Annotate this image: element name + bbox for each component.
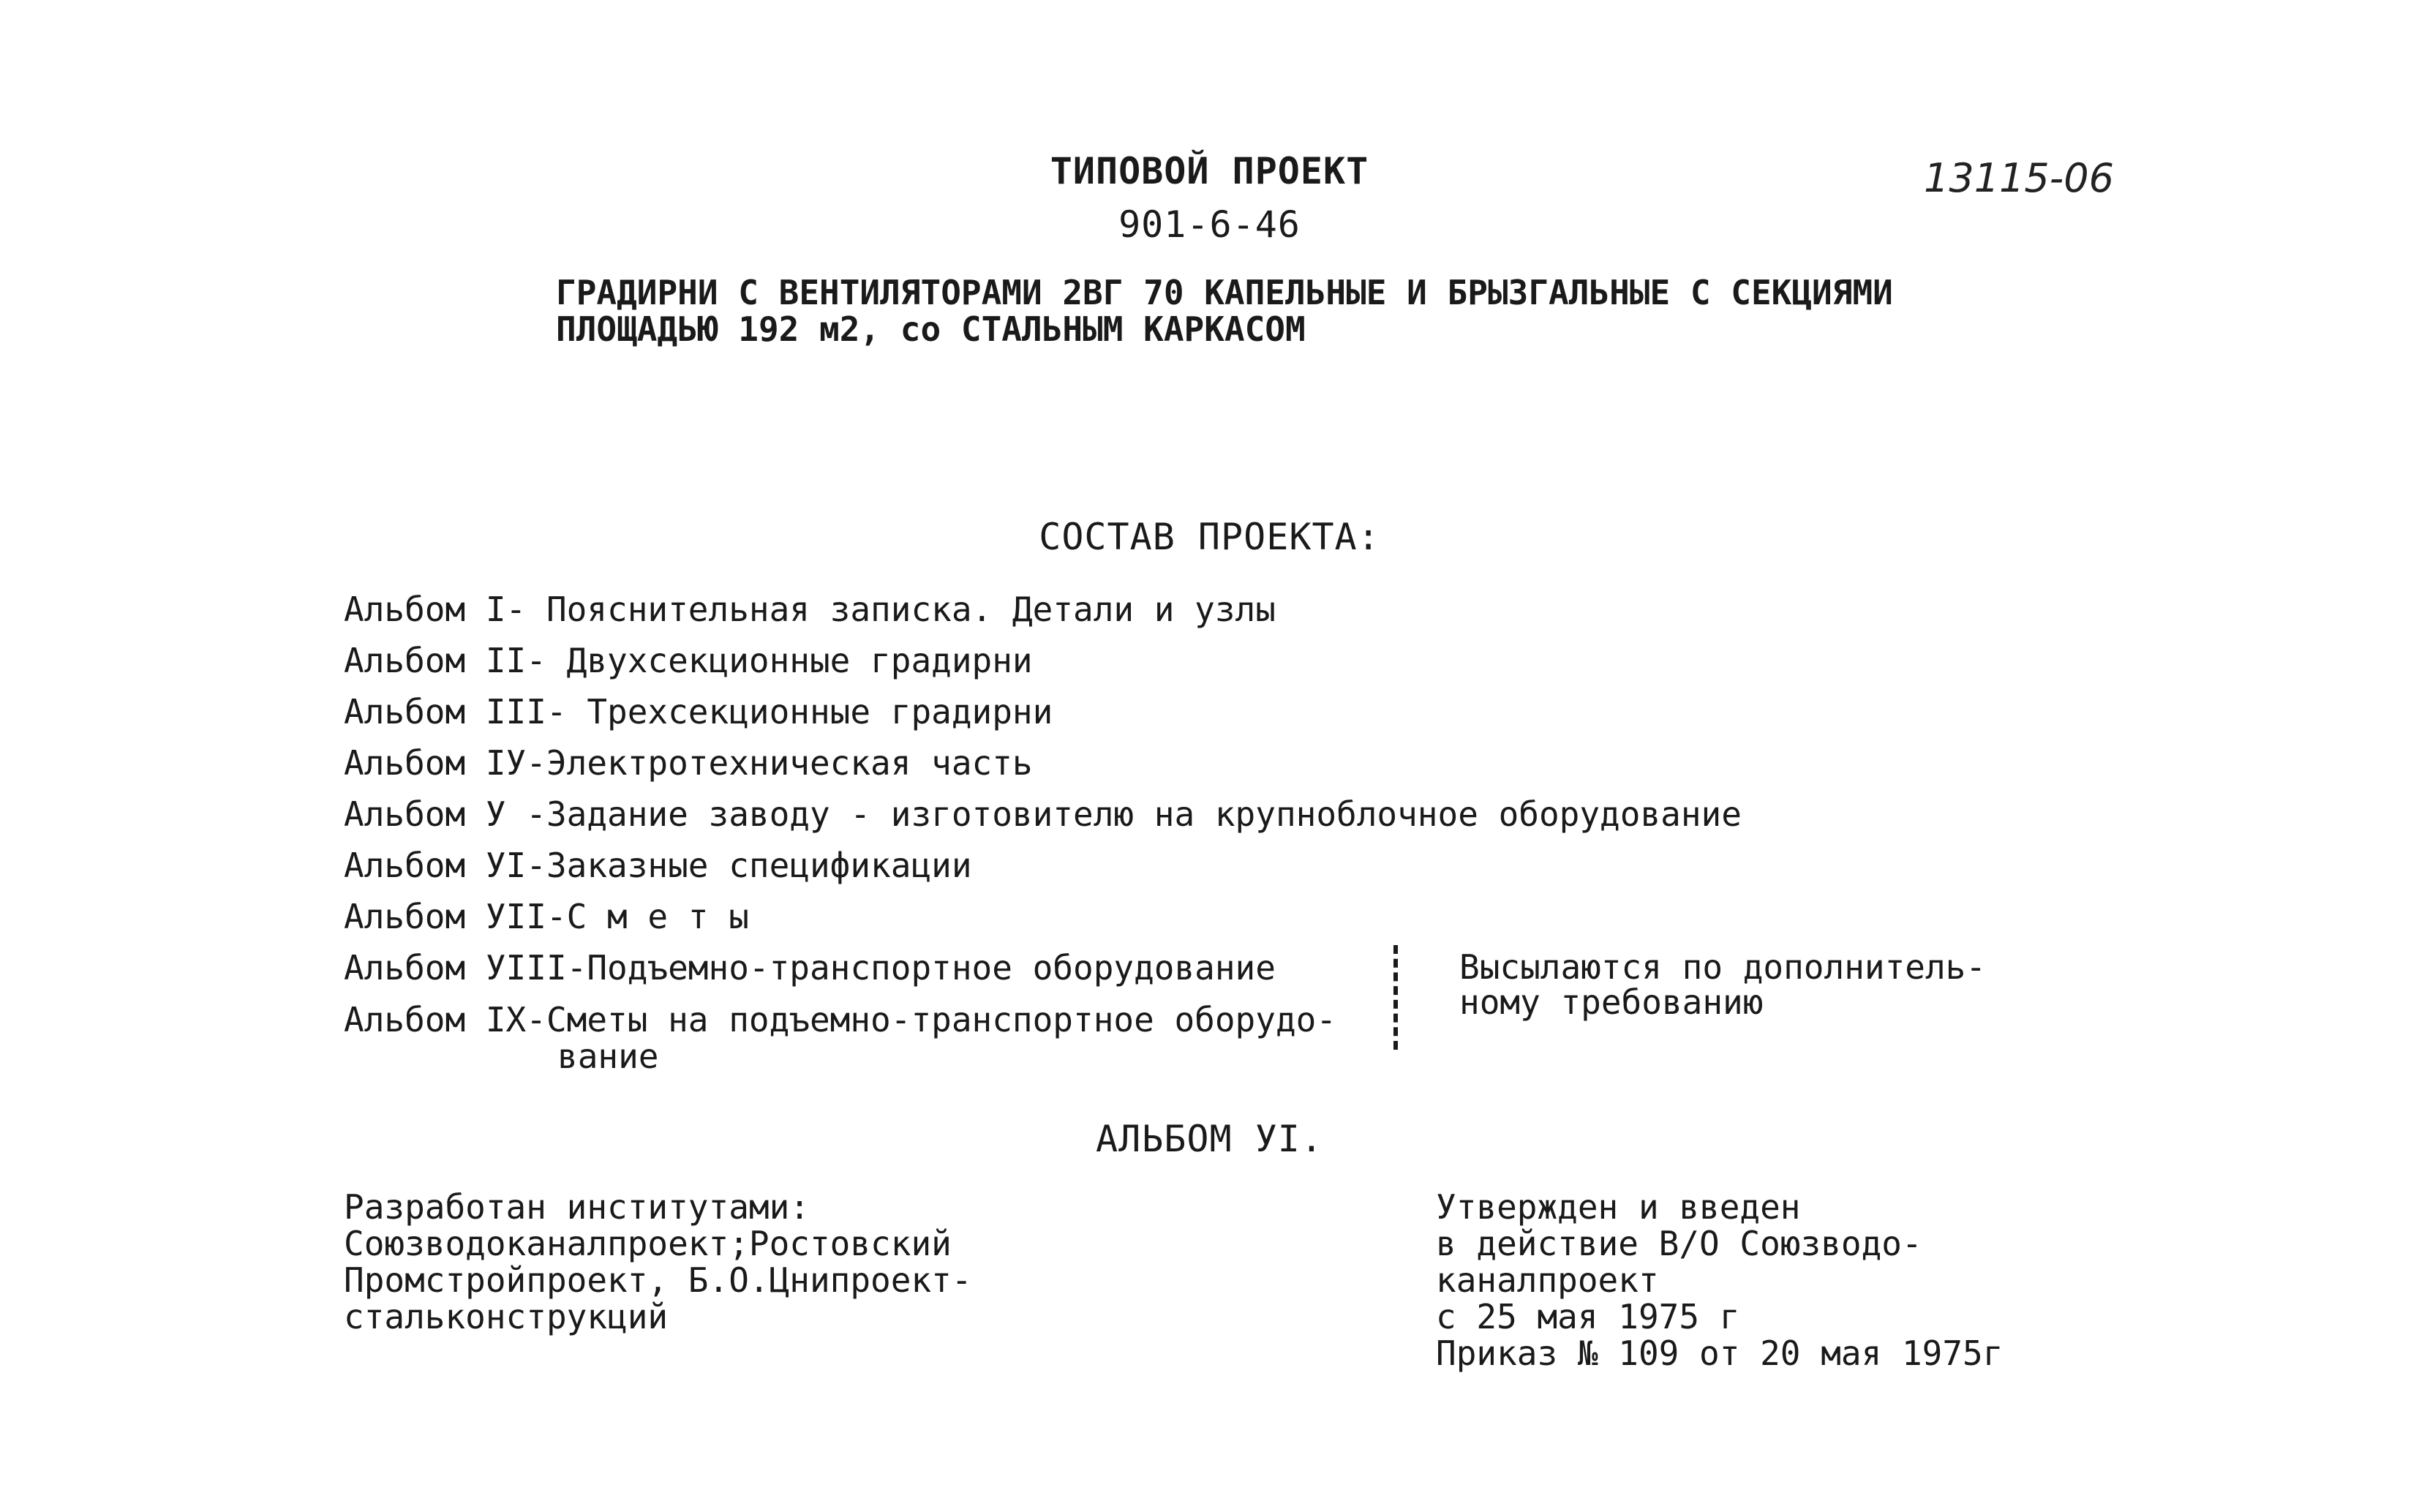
supplementary-note [1459, 949, 1986, 1020]
archive-number-handwritten: 13115-06 [1924, 155, 2114, 201]
album-entry-text: Альбом УIII-Подъемно-транспортное оборудование [344, 948, 1276, 988]
approval-line: в действие В/О Союзводо- [1436, 1224, 1922, 1263]
album-entry-text: Альбом УI-Заказные спецификации [344, 846, 972, 885]
album-list-item [344, 737, 1742, 789]
album-entry-text: Альбом III- Трехсекционные градирни [344, 692, 1053, 731]
developers-line: Промстройпроект, Б.О.Цнипроект- [344, 1260, 972, 1300]
developers-line: Союзводоканалпроект;Ростовский [344, 1224, 952, 1263]
grouping-bracket [1393, 945, 1404, 1050]
project-title [556, 274, 1893, 347]
album-entry-text: Альбом УII-С м е т ы [344, 897, 749, 936]
contents-heading: СОСТАВ ПРОЕКТА: [1039, 516, 1380, 558]
developers-line: стальконструкций [344, 1297, 669, 1336]
approval-line: с 25 мая 1975 г [1436, 1297, 1740, 1336]
supplementary-note-line: Высылаются по дополнитель- [1459, 947, 1987, 987]
album-entry-text: Альбом IХ-Сметы на подъемно-транспортное оборудо- [344, 1000, 1337, 1039]
developers-block [344, 1189, 972, 1335]
album-list-item [344, 840, 1742, 891]
album-list-item [344, 635, 1742, 686]
supplementary-note-line: ному требованию [1459, 982, 1764, 1022]
album-entry-text: Альбом У -Задание заводу - изготовителю на крупноблочное оборудование [344, 794, 1742, 834]
album-list-item [344, 686, 1742, 737]
approval-block [1436, 1189, 2003, 1372]
project-number: 901-6-46 [1118, 203, 1301, 246]
developers-line: Разработан институтами: [344, 1187, 810, 1227]
approval-line: Приказ № 109 от 20 мая 1975г [1436, 1334, 2004, 1373]
project-type-heading: ТИПОВОЙ ПРОЕКТ [1050, 150, 1369, 192]
project-title-line: ПЛОЩАДЬЮ 192 м2, со СТАЛЬНЫМ КАРКАСОМ [556, 309, 1306, 349]
album-list-item [344, 584, 1742, 635]
current-album-heading: АЛЬБОМ УI. [1095, 1118, 1324, 1160]
approval-line: Утвержден и введен [1436, 1187, 1801, 1227]
album-list-item [344, 891, 1742, 942]
project-title-line: ГРАДИРНИ С ВЕНТИЛЯТОРАМИ 2ВГ 70 КАПЕЛЬНЫЕ И БРЫЗГАЛЬНЫЕ С СЕКЦИЯМИ [556, 273, 1893, 312]
album-entry-text: Альбом II- Двухсекционные градирни [344, 641, 1033, 680]
album-entry-continuation: вание [557, 1037, 659, 1076]
album-entry-text: Альбом IУ-Электротехническая часть [344, 743, 1033, 783]
approval-line: каналпроект [1436, 1260, 1659, 1300]
album-list-item [344, 789, 1742, 840]
album-entry-text: Альбом I- Пояснительная записка. Детали и узлы [344, 590, 1276, 629]
